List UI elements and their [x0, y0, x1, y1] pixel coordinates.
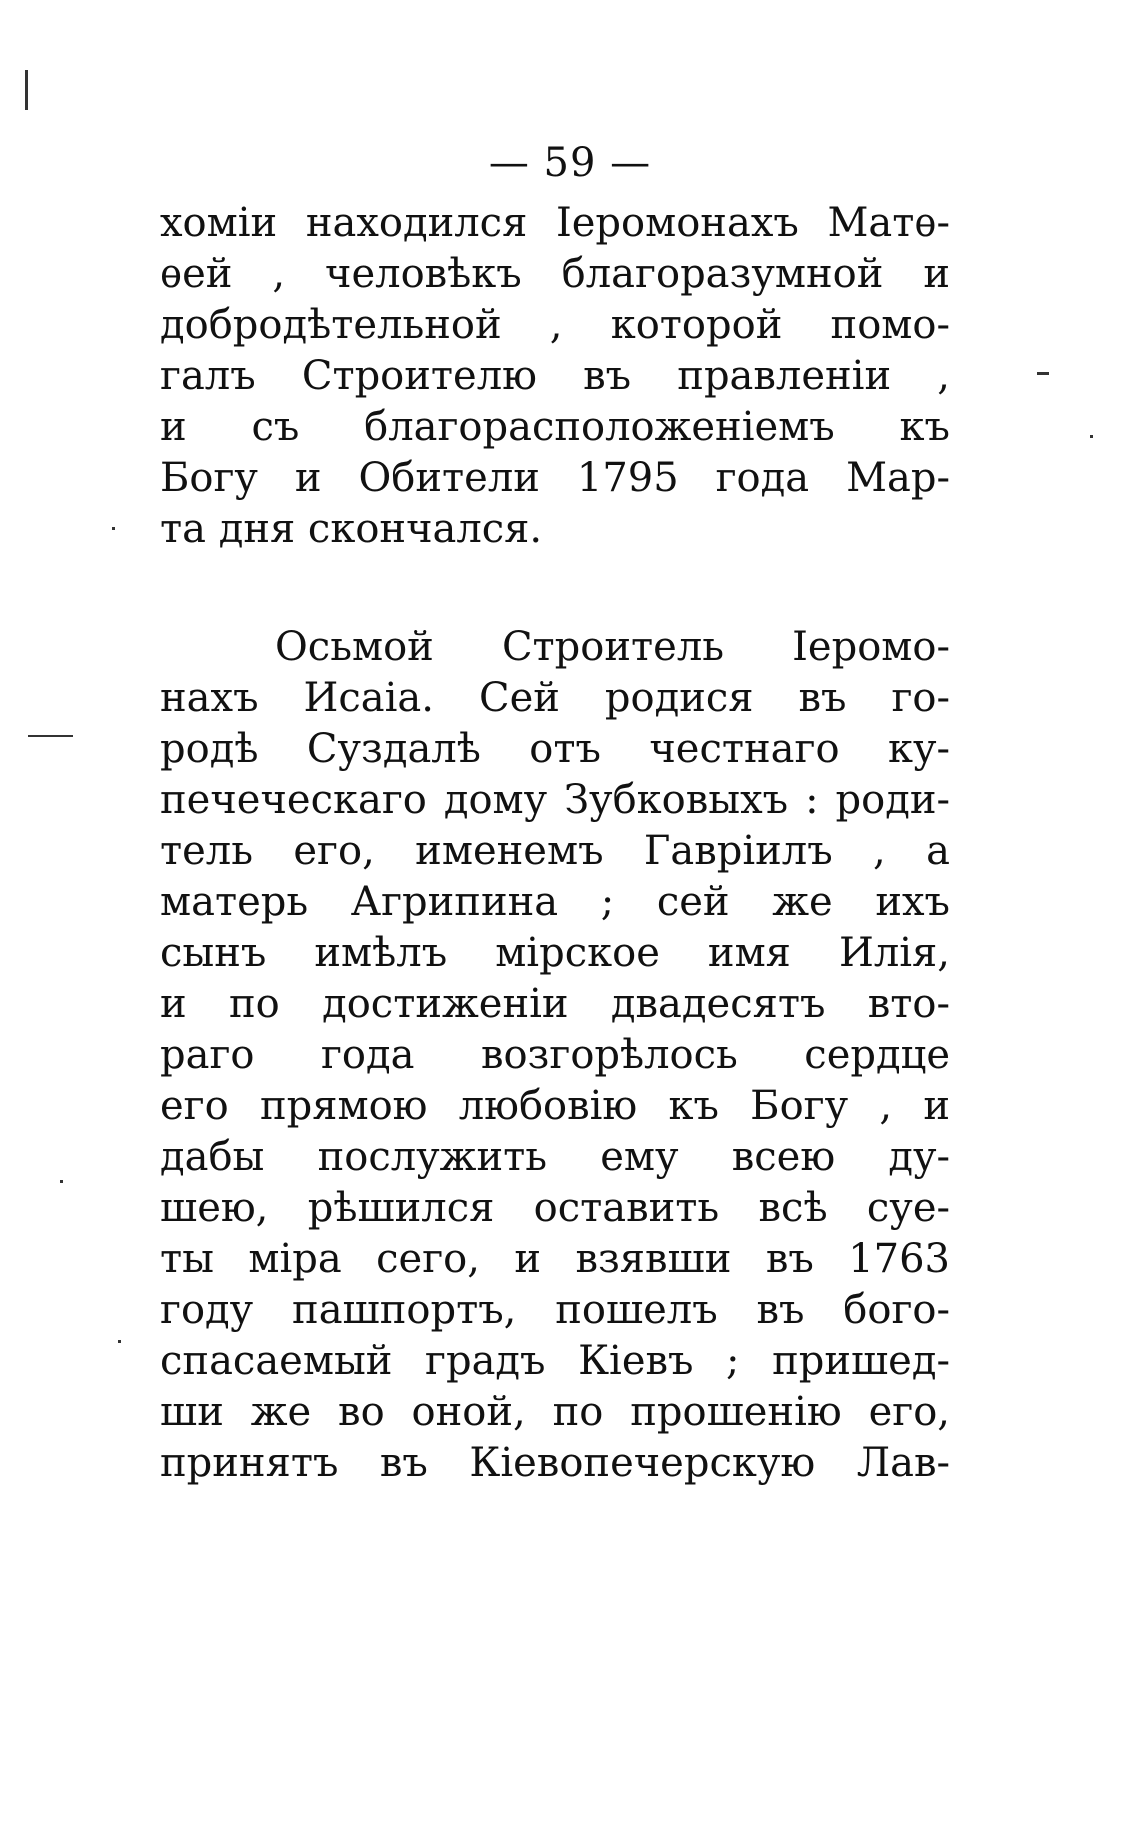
text-line: тель его, именемъ Гавріилъ , а: [160, 828, 950, 874]
paragraph-2: [160, 622, 950, 1489]
text-line: году пашпортъ, пошелъ въ бого-: [160, 1287, 950, 1333]
paragraph-1: [160, 198, 950, 555]
text-line: добродѣтельной , которой помо-: [160, 302, 950, 348]
text-line: и по достиженіи двадесятъ вто-: [160, 981, 950, 1027]
text-line: галъ Строителю въ правленіи ,: [160, 353, 950, 399]
text-line: печеческаго дому Зубковыхъ : роди-: [160, 777, 950, 823]
text-line: раго года возгорѣлось сердце: [160, 1032, 950, 1078]
text-line: и съ благорасположеніемъ къ: [160, 404, 950, 450]
text-line: Осьмой Строитель Іеромо-: [275, 624, 950, 670]
text-line: шею, рѣшился оставить всѣ суе-: [160, 1185, 950, 1231]
text-line: спасаемый градъ Кіевъ ; пришед-: [160, 1338, 950, 1384]
text-line: матерь Агрипина ; сей же ихъ: [160, 879, 950, 925]
scan-artifact-speck: [1090, 435, 1093, 438]
text-line: дабы послужить ему всею ду-: [160, 1134, 950, 1180]
text-line: ты міра сего, и взявши въ 1763: [160, 1236, 950, 1282]
scan-artifact-dash: [28, 735, 73, 737]
text-line: та дня скончался.: [160, 506, 543, 552]
scan-artifact-speck: [112, 527, 115, 530]
text-line: нахъ Исаіа. Сей родися въ го-: [160, 675, 950, 721]
text-line: принятъ въ Кіевопечерскую Лав-: [160, 1440, 950, 1486]
text-line: Богу и Обители 1795 года Мар-: [160, 455, 950, 501]
text-line: хоміи находился Іеромонахъ Матѳ-: [160, 200, 950, 246]
scan-artifact-mark: [25, 70, 28, 110]
text-line: родѣ Суздалѣ отъ честнаго ку-: [160, 726, 950, 772]
text-line: его прямою любовію къ Богу , и: [160, 1083, 950, 1129]
page-number: — 59 —: [488, 140, 652, 186]
text-line: сынъ имѣлъ мірское имя Илія,: [160, 930, 950, 976]
scan-artifact-speck: [1037, 372, 1049, 375]
scan-artifact-speck: [60, 1180, 63, 1183]
scan-artifact-speck: [118, 1340, 121, 1343]
text-line: ѳей , человѣкъ благоразумной и: [160, 251, 950, 297]
text-line: ши же во оной, по прошенію его,: [160, 1389, 950, 1435]
